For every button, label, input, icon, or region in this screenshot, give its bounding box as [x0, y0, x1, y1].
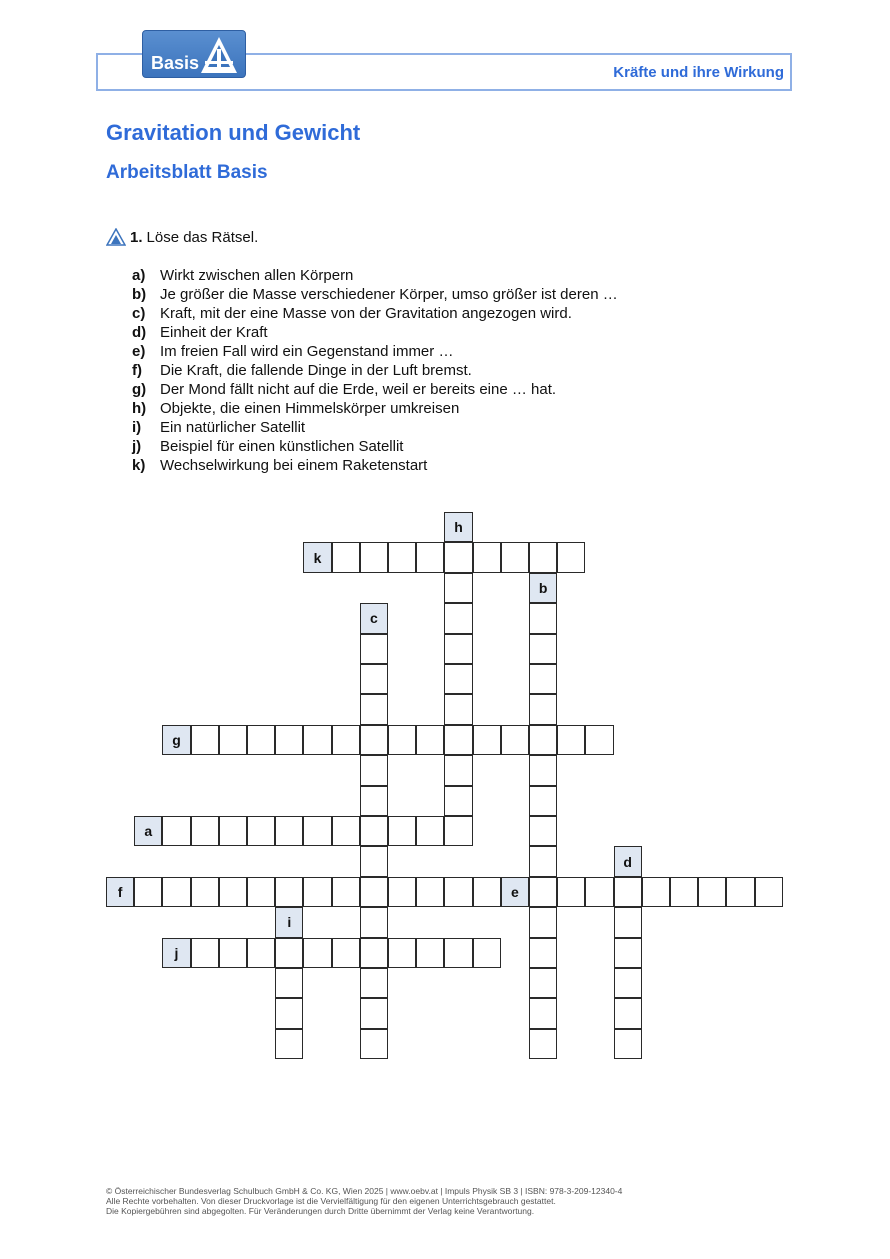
crossword-cell[interactable]: [134, 877, 162, 907]
crossword-cell[interactable]: [360, 816, 388, 846]
crossword-cell[interactable]: [529, 603, 557, 633]
crossword-cell[interactable]: [191, 725, 219, 755]
clue-text: Der Mond fällt nicht auf die Erde, weil er bereits eine … hat.: [160, 381, 557, 398]
crossword-cell[interactable]: [529, 877, 557, 907]
crossword-cell[interactable]: [416, 725, 444, 755]
crossword-cell[interactable]: [473, 938, 501, 968]
crossword-start-cell-i[interactable]: i: [275, 907, 303, 937]
crossword-cell[interactable]: [247, 877, 275, 907]
crossword-cell[interactable]: [247, 816, 275, 846]
crossword-cell[interactable]: [360, 694, 388, 724]
crossword-cell[interactable]: [360, 907, 388, 937]
crossword-cell[interactable]: [529, 938, 557, 968]
crossword-cell[interactable]: [444, 816, 472, 846]
crossword-cell[interactable]: [219, 877, 247, 907]
clue-letter: j): [132, 438, 142, 455]
task-number: 1.: [130, 228, 143, 246]
clue-letter: e): [132, 343, 146, 360]
crossword-cell[interactable]: [332, 877, 360, 907]
crossword-cell[interactable]: [275, 877, 303, 907]
crossword-cell[interactable]: [191, 877, 219, 907]
crossword-cell[interactable]: [529, 694, 557, 724]
crossword-cell[interactable]: [247, 725, 275, 755]
crossword-cell[interactable]: [529, 816, 557, 846]
crossword-cell[interactable]: [360, 877, 388, 907]
crossword-cell[interactable]: [444, 603, 472, 633]
crossword-cell[interactable]: [388, 938, 416, 968]
crossword-cell[interactable]: [275, 938, 303, 968]
crossword-cell[interactable]: [191, 938, 219, 968]
crossword-cell[interactable]: [726, 877, 754, 907]
section-title: Kräfte und ihre Wirkung: [613, 64, 784, 81]
crossword-cell[interactable]: [388, 542, 416, 572]
logo-text: Basis: [151, 53, 200, 73]
crossword-cell[interactable]: [416, 938, 444, 968]
crossword-cell[interactable]: [670, 877, 698, 907]
triangle-logo-icon: [199, 35, 239, 75]
crossword-cell[interactable]: [219, 725, 247, 755]
clue-item: [132, 266, 618, 285]
crossword-cell[interactable]: [303, 938, 331, 968]
crossword-cell[interactable]: [529, 907, 557, 937]
crossword-cell[interactable]: [529, 998, 557, 1028]
clue-letter: k): [132, 457, 146, 474]
crossword-cell[interactable]: [529, 786, 557, 816]
crossword-cell[interactable]: [360, 634, 388, 664]
crossword-cell[interactable]: [162, 877, 190, 907]
page-subtitle: Arbeitsblatt Basis: [106, 162, 268, 183]
crossword-cell[interactable]: [360, 725, 388, 755]
crossword-cell[interactable]: [444, 755, 472, 785]
crossword-cell[interactable]: [614, 1029, 642, 1059]
task-text: Löse das Rätsel.: [146, 228, 259, 246]
crossword-cell[interactable]: [360, 755, 388, 785]
crossword-start-cell-f[interactable]: f: [106, 877, 134, 907]
crossword-cell[interactable]: [360, 1029, 388, 1059]
crossword-cell[interactable]: [332, 938, 360, 968]
task-heading: [106, 228, 258, 246]
crossword-cell[interactable]: [529, 542, 557, 572]
crossword-cell[interactable]: [303, 816, 331, 846]
clue-text: Ein natürlicher Satellit: [160, 419, 306, 436]
clue-item: [132, 437, 618, 456]
crossword-cell[interactable]: [529, 664, 557, 694]
clue-letter: d): [132, 324, 147, 341]
clue-text: Kraft, mit der eine Masse von der Gravitation angezogen wird.: [160, 305, 572, 322]
crossword-cell[interactable]: [303, 877, 331, 907]
clue-text: Wechselwirkung bei einem Raketenstart: [160, 457, 428, 474]
crossword-start-cell-g[interactable]: g: [162, 725, 190, 755]
crossword-cell[interactable]: [388, 877, 416, 907]
crossword-cell[interactable]: [416, 877, 444, 907]
footer: [106, 1186, 622, 1216]
clue-list: [132, 266, 618, 475]
crossword-cell[interactable]: [275, 968, 303, 998]
footer-rights: Alle Rechte vorbehalten. Von dieser Druckvorlage ist die Vervielfältigung für den eigenen Unterrichtsgebrauch gestattet.: [106, 1196, 556, 1206]
clue-letter: a): [132, 267, 146, 284]
crossword-cell[interactable]: [162, 816, 190, 846]
crossword-cell[interactable]: [501, 542, 529, 572]
crossword-cell[interactable]: [529, 634, 557, 664]
crossword-cell[interactable]: [416, 816, 444, 846]
clue-letter: h): [132, 400, 147, 417]
crossword-cell[interactable]: [360, 846, 388, 876]
crossword-cell[interactable]: [614, 938, 642, 968]
crossword-cell[interactable]: [557, 542, 585, 572]
footer-disclaimer: Die Kopiergebühren sind abgegolten. Für Veränderungen durch Dritte übernimmt der Verlag keine Verantwortung.: [106, 1206, 535, 1216]
crossword-cell[interactable]: [247, 938, 275, 968]
clue-item: [132, 380, 618, 399]
crossword-cell[interactable]: [444, 664, 472, 694]
crossword-cell[interactable]: [614, 907, 642, 937]
crossword-start-cell-d[interactable]: d: [614, 846, 642, 876]
crossword-cell[interactable]: [444, 634, 472, 664]
crossword-cell[interactable]: [444, 725, 472, 755]
crossword-cell[interactable]: [529, 1029, 557, 1059]
crossword-start-cell-k[interactable]: k: [303, 542, 331, 572]
clue-letter: g): [132, 381, 147, 398]
clue-item: [132, 418, 618, 437]
crossword-cell[interactable]: [444, 542, 472, 572]
clue-item: [132, 342, 618, 361]
crossword-cell[interactable]: [473, 542, 501, 572]
crossword-start-cell-c[interactable]: c: [360, 603, 388, 633]
clue-item: [132, 323, 618, 342]
crossword-cell[interactable]: [557, 725, 585, 755]
crossword-cell[interactable]: [473, 877, 501, 907]
crossword-cell[interactable]: [275, 725, 303, 755]
clue-text: Wirkt zwischen allen Körpern: [160, 267, 354, 284]
clue-item: [132, 285, 618, 304]
crossword-cell[interactable]: [360, 542, 388, 572]
crossword-cell[interactable]: [444, 938, 472, 968]
clue-text: Je größer die Masse verschiedener Körper, umso größer ist deren …: [160, 286, 618, 303]
crossword-cell[interactable]: [303, 725, 331, 755]
crossword-cell[interactable]: [416, 542, 444, 572]
crossword-cell[interactable]: [501, 725, 529, 755]
crossword-cell[interactable]: [585, 877, 613, 907]
crossword-cell[interactable]: [444, 573, 472, 603]
crossword-cell[interactable]: [275, 816, 303, 846]
crossword-cell[interactable]: [529, 755, 557, 785]
crossword-cell[interactable]: [444, 877, 472, 907]
crossword-cell[interactable]: [529, 725, 557, 755]
crossword-cell[interactable]: [219, 816, 247, 846]
crossword-start-cell-a[interactable]: a: [134, 816, 162, 846]
crossword-cell[interactable]: [332, 542, 360, 572]
clue-letter: f): [132, 362, 142, 379]
crossword-cell[interactable]: [585, 725, 613, 755]
crossword-cell[interactable]: [275, 998, 303, 1028]
crossword-cell[interactable]: [529, 968, 557, 998]
crossword-cell[interactable]: [444, 786, 472, 816]
crossword-cell[interactable]: [275, 1029, 303, 1059]
crossword-cell[interactable]: [360, 998, 388, 1028]
clue-item: [132, 399, 618, 418]
crossword-cell[interactable]: [360, 664, 388, 694]
clue-item: [132, 456, 618, 475]
crossword-start-cell-h[interactable]: h: [444, 512, 472, 542]
crossword-cell[interactable]: [332, 725, 360, 755]
clue-text: Einheit der Kraft: [160, 324, 268, 341]
crossword-cell[interactable]: [614, 998, 642, 1028]
crossword-cell[interactable]: [614, 968, 642, 998]
crossword-cell[interactable]: [388, 725, 416, 755]
clue-item: [132, 304, 618, 323]
crossword-cell[interactable]: [642, 877, 670, 907]
clue-text: Objekte, die einen Himmelskörper umkreisen: [160, 400, 460, 417]
clue-item: [132, 361, 618, 380]
crossword-cell[interactable]: [388, 816, 416, 846]
crossword-cell[interactable]: [614, 877, 642, 907]
crossword-start-cell-e[interactable]: e: [501, 877, 529, 907]
page-title: Gravitation und Gewicht: [106, 120, 361, 145]
crossword-cell[interactable]: [473, 725, 501, 755]
crossword-cell[interactable]: [219, 938, 247, 968]
crossword-start-cell-b[interactable]: b: [529, 573, 557, 603]
crossword-cell[interactable]: [557, 877, 585, 907]
clue-text: Beispiel für einen künstlichen Satellit: [160, 438, 404, 455]
crossword-cell[interactable]: [332, 816, 360, 846]
crossword-cell[interactable]: [444, 694, 472, 724]
crossword-cell[interactable]: [360, 968, 388, 998]
clue-letter: b): [132, 286, 147, 303]
crossword-start-cell-j[interactable]: j: [162, 938, 190, 968]
crossword-cell[interactable]: [755, 877, 783, 907]
clue-text: Die Kraft, die fallende Dinge in der Luft bremst.: [160, 362, 472, 379]
clue-text: Im freien Fall wird ein Gegenstand immer …: [160, 343, 454, 360]
crossword-cell[interactable]: [191, 816, 219, 846]
clue-letter: i): [132, 419, 142, 436]
basis-logo: [142, 30, 246, 78]
crossword-cell[interactable]: [360, 938, 388, 968]
footer-copyright: © Österreichischer Bundesverlag Schulbuch GmbH & Co. KG, Wien 2025 | www.oebv.at | Impuls Physik SB 3 | ISBN: 978-3-209-12340-4: [106, 1186, 623, 1196]
crossword-cell[interactable]: [698, 877, 726, 907]
level-triangle-icon: [106, 228, 126, 246]
clue-letter: c): [132, 305, 146, 322]
crossword-cell[interactable]: [360, 786, 388, 816]
crossword-cell[interactable]: [529, 846, 557, 876]
